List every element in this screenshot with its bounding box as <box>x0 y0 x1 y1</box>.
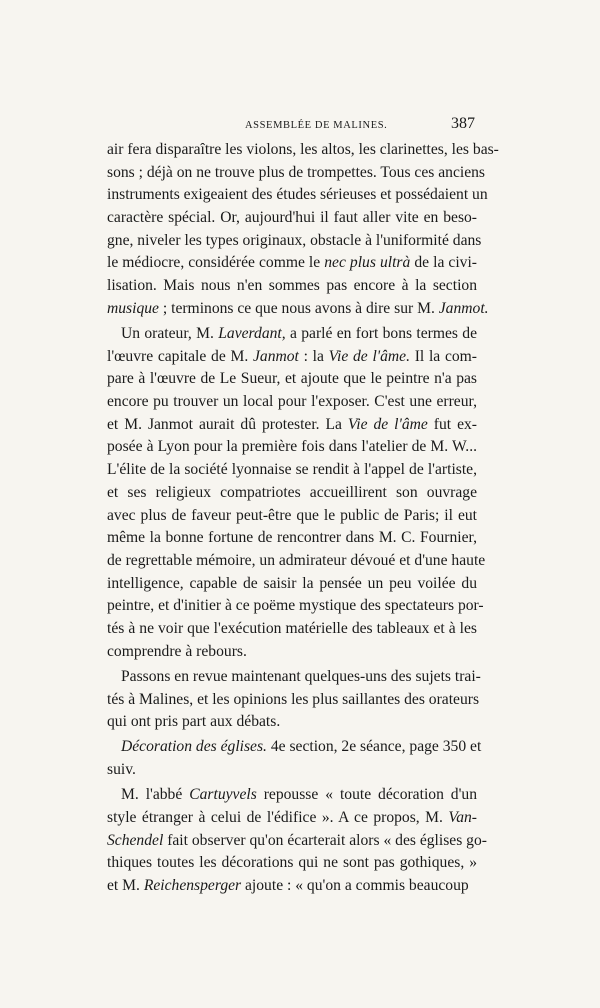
italic-text: Van- <box>448 808 477 826</box>
text-run: posée à Lyon pour la première fois dans l'atelier de M. W... <box>107 438 477 456</box>
text-run: ajoute : « qu'on a commis beaucoup <box>241 877 469 894</box>
text-line <box>107 666 481 689</box>
italic-text: Laverdant, <box>218 325 286 342</box>
text-run: Il la com- <box>410 347 477 365</box>
text-line <box>107 641 477 664</box>
text-line <box>107 436 477 459</box>
text-line <box>107 368 477 391</box>
text-run: de la civi- <box>410 254 477 272</box>
italic-text: Décoration des églises. <box>121 738 267 756</box>
text-line <box>107 184 488 207</box>
text-run: L'élite de la société lyonnaise se rendit à l'appel de l'artiste, <box>107 461 477 479</box>
text-run: 4e section, 2e séance, page 350 et <box>266 738 482 756</box>
italic-text: nec plus ultrà <box>324 254 411 272</box>
text-line <box>107 759 477 782</box>
text-line <box>107 527 477 550</box>
text-line <box>107 689 480 712</box>
text-run: encore pu trouver un local pour l'exposer. C'est une erreur, <box>107 393 477 411</box>
text-line <box>107 550 486 573</box>
text-run: sons ; déjà on ne trouve plus de trompettes. Tous ces anciens <box>107 163 485 181</box>
text-line <box>107 207 477 230</box>
text-run: Passons en revue maintenant quelques-uns des sujets trai- <box>121 667 481 685</box>
text-line <box>107 573 477 596</box>
italic-text: Cartuyvels <box>189 786 257 804</box>
text-run: M. l'abbé <box>121 786 190 804</box>
text-run: comprendre à rebours. <box>107 642 247 660</box>
text-run: thiques toutes les décorations qui ne sont pas gothiques, » <box>107 854 477 872</box>
text-run: a parlé en fort bons termes de <box>285 325 477 342</box>
italic-text: Reichensperger <box>143 877 242 894</box>
text-run: air fera disparaître les violons, les altos, les clarinettes, les bas- <box>107 141 499 158</box>
paragraph <box>107 666 481 734</box>
running-title: ASSEMBLÉE DE MALINES. <box>245 120 388 131</box>
page-header <box>107 115 477 136</box>
text-line <box>107 162 485 185</box>
paragraph <box>107 139 499 321</box>
text-run: et M. Janmot aurait dû protester. La <box>107 415 348 433</box>
text-run: peintre, et d'initier à ce poëme mystique des spectateurs por- <box>107 597 484 615</box>
text-run: repousse « toute décoration d'un <box>256 786 478 804</box>
text-run: Un orateur, M. <box>121 325 219 342</box>
text-line <box>107 391 477 414</box>
text-line <box>107 830 487 853</box>
text-line <box>107 618 477 641</box>
text-run: instruments exigeaient des études sérieuses et possédaient un <box>107 186 488 204</box>
text-run: tés à Malines, et les opinions les plus saillantes des orateurs <box>107 690 480 708</box>
italic-text: Vie de l'âme. <box>328 347 410 365</box>
text-run: fut ex- <box>427 415 477 433</box>
text-line <box>107 230 482 253</box>
text-line <box>107 346 477 369</box>
text-run: fait observer qu'on écarterait alors « des églises go- <box>163 831 487 849</box>
text-run: tés à ne voir que l'exécution matérielle des tableaux et à les <box>107 619 477 637</box>
text-line <box>107 852 477 875</box>
text-run: de regrettable mémoire, un admirateur dévoué et d'une haute <box>107 551 486 569</box>
paragraph <box>107 323 486 663</box>
paragraph <box>107 784 487 897</box>
text-line <box>107 875 477 898</box>
text-line <box>107 323 477 346</box>
text-run: caractère spécial. Or, aujourd'hui il faut aller vite en beso- <box>107 209 477 227</box>
text-run: qui ont pris part aux débats. <box>107 713 281 731</box>
text-run: même la bonne fortune de rencontrer dans M. C. Fournier, <box>107 529 477 547</box>
italic-text: musique <box>107 299 159 317</box>
text-line <box>107 711 477 734</box>
text-run: lisation. Mais nous n'en sommes pas encore à la section <box>107 277 477 295</box>
text-line <box>107 807 477 830</box>
text-run: suiv. <box>107 761 136 779</box>
text-run: intelligence, capable de saisir la pensée un peu voilée du <box>107 574 477 592</box>
text-line <box>107 252 477 275</box>
italic-text: Janmot. <box>438 299 489 317</box>
text-line <box>107 275 477 298</box>
text-run: style étranger à celui de l'édifice ». A ce propos, M. <box>107 808 449 826</box>
text-run: ; terminons ce que nous avons à dire sur M. <box>158 299 439 317</box>
text-line <box>107 298 489 321</box>
paragraph <box>107 736 482 781</box>
text-line <box>107 139 499 162</box>
text-line <box>107 784 477 807</box>
text-run: le médiocre, considérée comme le <box>107 254 325 272</box>
text-line <box>107 459 477 482</box>
text-line <box>107 414 477 437</box>
text-run: avec plus de faveur peut-être que le public de Paris; il eut <box>107 506 477 524</box>
body-text <box>107 139 499 900</box>
italic-text: Schendel <box>107 831 164 849</box>
text-run: et M. <box>107 877 144 894</box>
text-run: gne, niveler les types originaux, obstacle à l'uniformité dans <box>107 231 482 249</box>
text-run: pare à l'œuvre de Le Sueur, et ajoute que le peintre n'a pas <box>107 370 477 388</box>
text-line <box>107 595 484 618</box>
italic-text: Vie de l'âme <box>347 415 428 433</box>
text-line <box>107 736 482 759</box>
text-run: : la <box>298 347 329 365</box>
page-number: 387 <box>451 115 475 132</box>
text-run: l'œuvre capitale de M. <box>107 347 253 365</box>
text-line <box>107 505 477 528</box>
text-line <box>107 482 477 505</box>
italic-text: Janmot <box>252 347 299 365</box>
text-run: et ses religieux compatriotes accueillirent son ouvrage <box>107 483 477 501</box>
